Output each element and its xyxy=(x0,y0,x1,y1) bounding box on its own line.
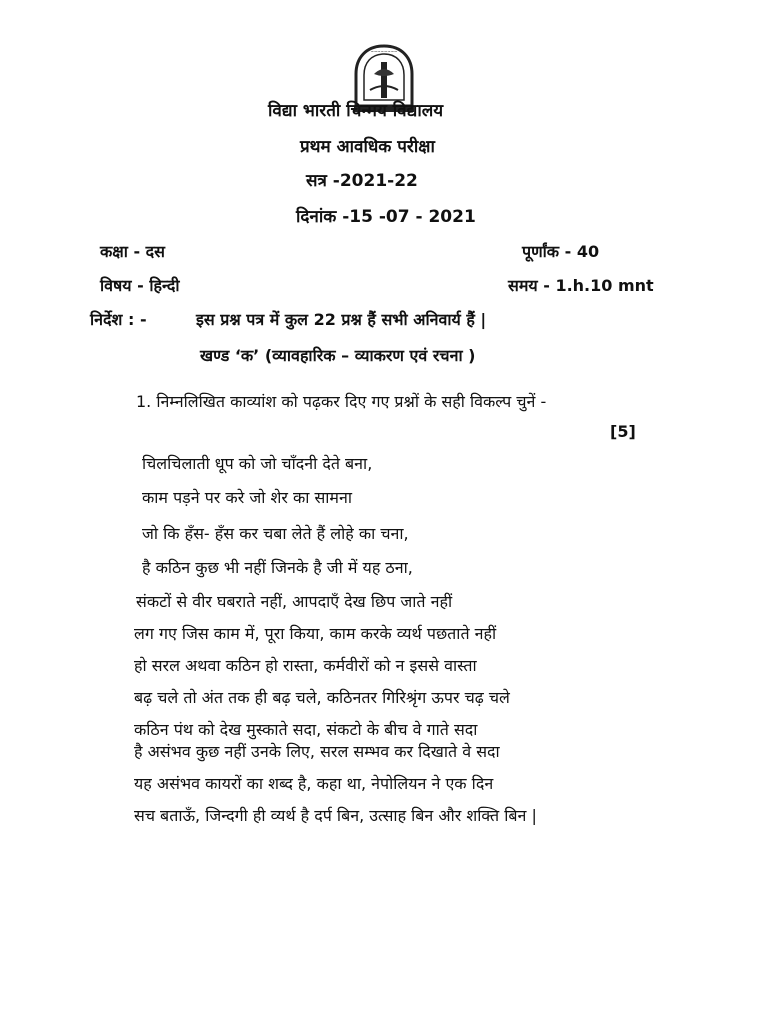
class-label: कक्षा - दस xyxy=(100,242,165,261)
svg-text:~~~~~~~~: ~~~~~~~~ xyxy=(370,49,398,54)
question-marks: [5] xyxy=(610,422,636,441)
poem-line: संकटों से वीर घबराते नहीं, आपदाएँ देख छिप जाते नहीं xyxy=(136,592,453,611)
poem-line: यह असंभव कायरों का शब्द है, कहा था, नेपोलियन ने एक दिन xyxy=(134,774,494,793)
time-allowed: समय - 1.h.10 mnt xyxy=(508,276,654,295)
poem-line: चिलचिलाती धूप को जो चाँदनी देते बना, xyxy=(142,454,373,473)
poem-line: बढ़ चले तो अंत तक ही बढ़ चले, कठिनतर गिरिश्रृंग ऊपर चढ़ चले xyxy=(134,688,510,707)
section-title: खण्ड ‘क’ (व्यावहारिक – व्याकरण एवं रचना ) xyxy=(200,346,476,365)
subject-label: विषय - हिन्दी xyxy=(100,276,180,295)
poem-line: सच बताऊँ, जिन्दगी ही व्यर्थ है दर्प बिन, उत्साह बिन और शक्ति बिन | xyxy=(134,806,537,825)
poem-line: कठिन पंथ को देख मुस्काते सदा, संकटो के बीच वे गाते सदा xyxy=(134,720,478,739)
poem-line: हो सरल अथवा कठिन हो रास्ता, कर्मवीरों को न इससे वास्ता xyxy=(134,656,477,675)
instructions-label: निर्देश : - xyxy=(90,310,147,329)
poem-line: है असंभव कुछ नहीं उनके लिए, सरल सम्भव कर दिखाते वे सदा xyxy=(134,742,500,761)
poem-line: काम पड़ने पर करे जो शेर का सामना xyxy=(142,488,353,507)
poem-line: है कठिन कुछ भी नहीं जिनके है जी में यह ठना, xyxy=(142,558,413,577)
instructions-text: इस प्रश्न पत्र में कुल 22 प्रश्न हैं सभी अनिवार्य हैं | xyxy=(196,310,487,329)
question-text: 1. निम्नलिखित काव्यांश को पढ़कर दिए गए प्रश्नों के सही विकल्प चुनें - xyxy=(136,392,547,411)
school-name: विद्या भारती चिन्मय विद्यालय xyxy=(268,101,444,121)
session: सत्र -2021-22 xyxy=(306,171,418,191)
exam-date: दिनांक -15 -07 - 2021 xyxy=(296,207,476,227)
poem-line: जो कि हँस- हँस कर चबा लेते हैं लोहे का चना, xyxy=(142,524,409,543)
max-marks: पूर्णांक - 40 xyxy=(522,242,600,261)
exam-title: प्रथम आवधिक परीक्षा xyxy=(300,137,435,157)
poem-line: लग गए जिस काम में, पूरा किया, काम करके व्यर्थ पछताते नहीं xyxy=(134,624,497,643)
